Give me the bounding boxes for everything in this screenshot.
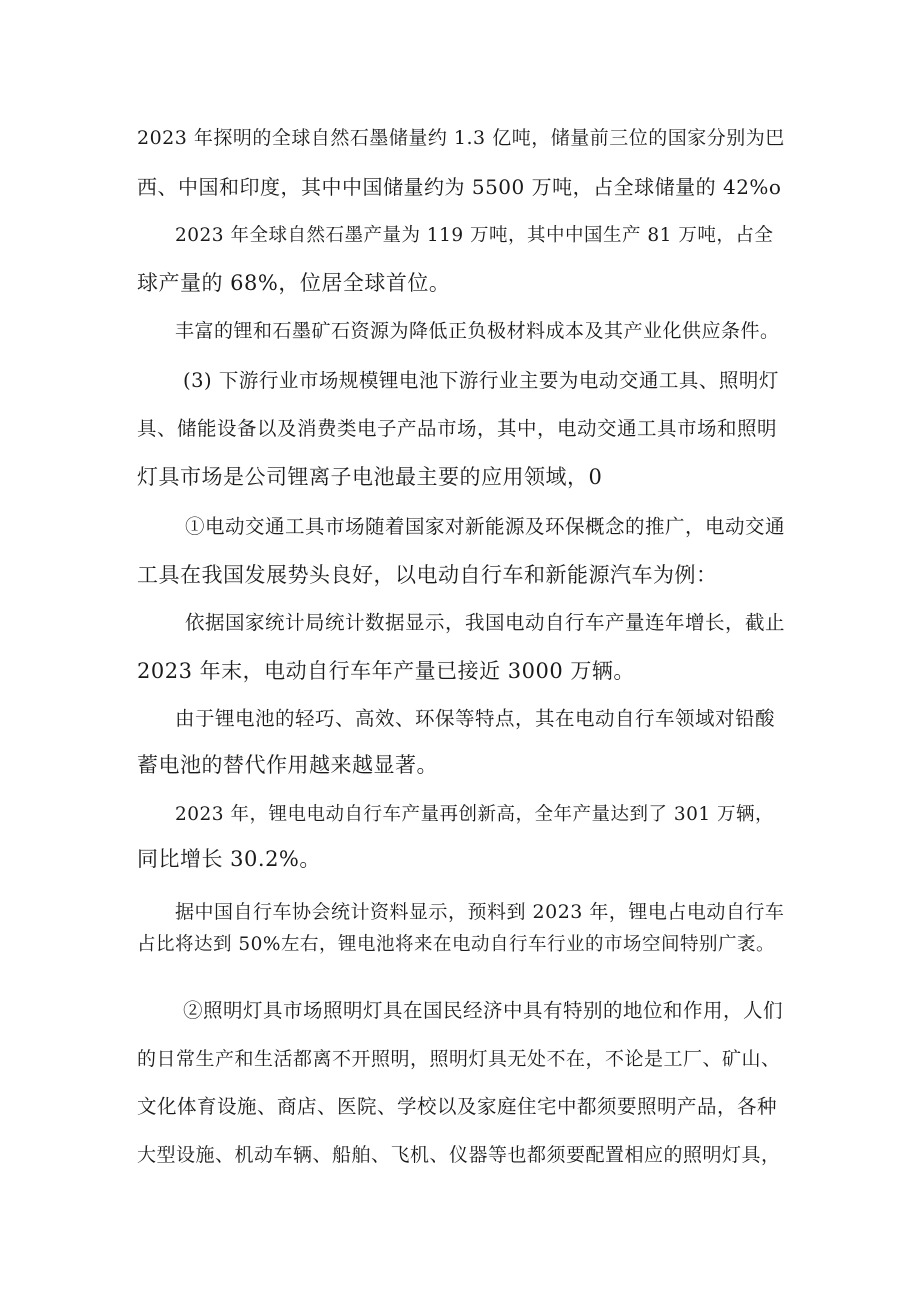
- paragraph-3-line-1: 丰富的锂和石墨矿石资源为降低正负极材料成本及其产业化供应条件。: [175, 320, 780, 342]
- paragraph-6-line-2: 2023 年末，电动自行车年产量已接近 3000 万辆。: [137, 659, 635, 683]
- paragraph-2-line-1: 2023 年全球自然石墨产量为 119 万吨，其中中国生产 81 万吨，占全: [175, 225, 774, 246]
- paragraph-10-line-2: 的日常生产和生活都离不开照明，照明灯具无处不在，不论是工厂、矿山、: [137, 1048, 781, 1070]
- paragraph-4-line-1: (3) 下游行业市场规模锂电池下游行业主要为电动交通工具、照明灯: [183, 369, 779, 392]
- paragraph-7-line-2: 蓄电池的替代作用越来越显著。: [137, 753, 438, 777]
- paragraph-9-line-1: 据中国自行车协会统计资料显示，预料到 2023 年，锂电占电动自行车: [175, 901, 785, 923]
- paragraph-4-line-2: 具、储能设备以及消费类电子产品市场，其中，电动交通工具市场和照明: [137, 417, 778, 440]
- paragraph-2-line-2: 球产量的 68%，位居全球首位。: [137, 271, 451, 295]
- paragraph-9-line-2: 占比将达到 50%左右，锂电池将来在电动自行车行业的市场空间特别广袤。: [137, 934, 776, 955]
- paragraph-5-line-1: ①电动交通工具市场随着国家对新能源及环保概念的推广，电动交通: [185, 515, 786, 538]
- paragraph-5-line-2: 工具在我国发展势头良好，以电动自行车和新能源汽车为例：: [137, 563, 718, 587]
- paragraph-8-line-1: 2023 年，锂电电动自行车产量再创新高，全年产量达到了 301 万辆，: [175, 804, 775, 825]
- paragraph-8-line-2: 同比增长 30.2%。: [137, 847, 321, 871]
- paragraph-1-line-2: 西、中国和印度，其中中国储量约为 5500 万吨，占全球储量的 42%o: [137, 175, 782, 199]
- paragraph-10-line-3: 文化体育设施、商店、医院、学校以及家庭住宅中都须要照明产品，各种: [137, 1095, 778, 1118]
- paragraph-6-line-1: 依据国家统计局统计数据显示，我国电动自行车产量连年增长，截止: [185, 611, 786, 634]
- paragraph-4-line-3: 灯具市场是公司锂离子电池最主要的应用领域，0: [137, 465, 603, 489]
- paragraph-1-line-1: 2023 年探明的全球自然石墨储量约 1.3 亿吨，储量前三位的国家分别为巴: [137, 127, 785, 149]
- paragraph-7-line-1: 由于锂电池的轻巧、高效、环保等特点，其在电动自行车领域对铅酸: [175, 707, 776, 730]
- paragraph-10-line-1: ②照明灯具市场照明灯具在国民经济中具有特别的地位和作用，人们: [183, 999, 784, 1022]
- paragraph-10-line-4: 大型设施、机动车辆、船舶、飞机、仪器等也都须要配置相应的照明灯具，: [137, 1144, 781, 1166]
